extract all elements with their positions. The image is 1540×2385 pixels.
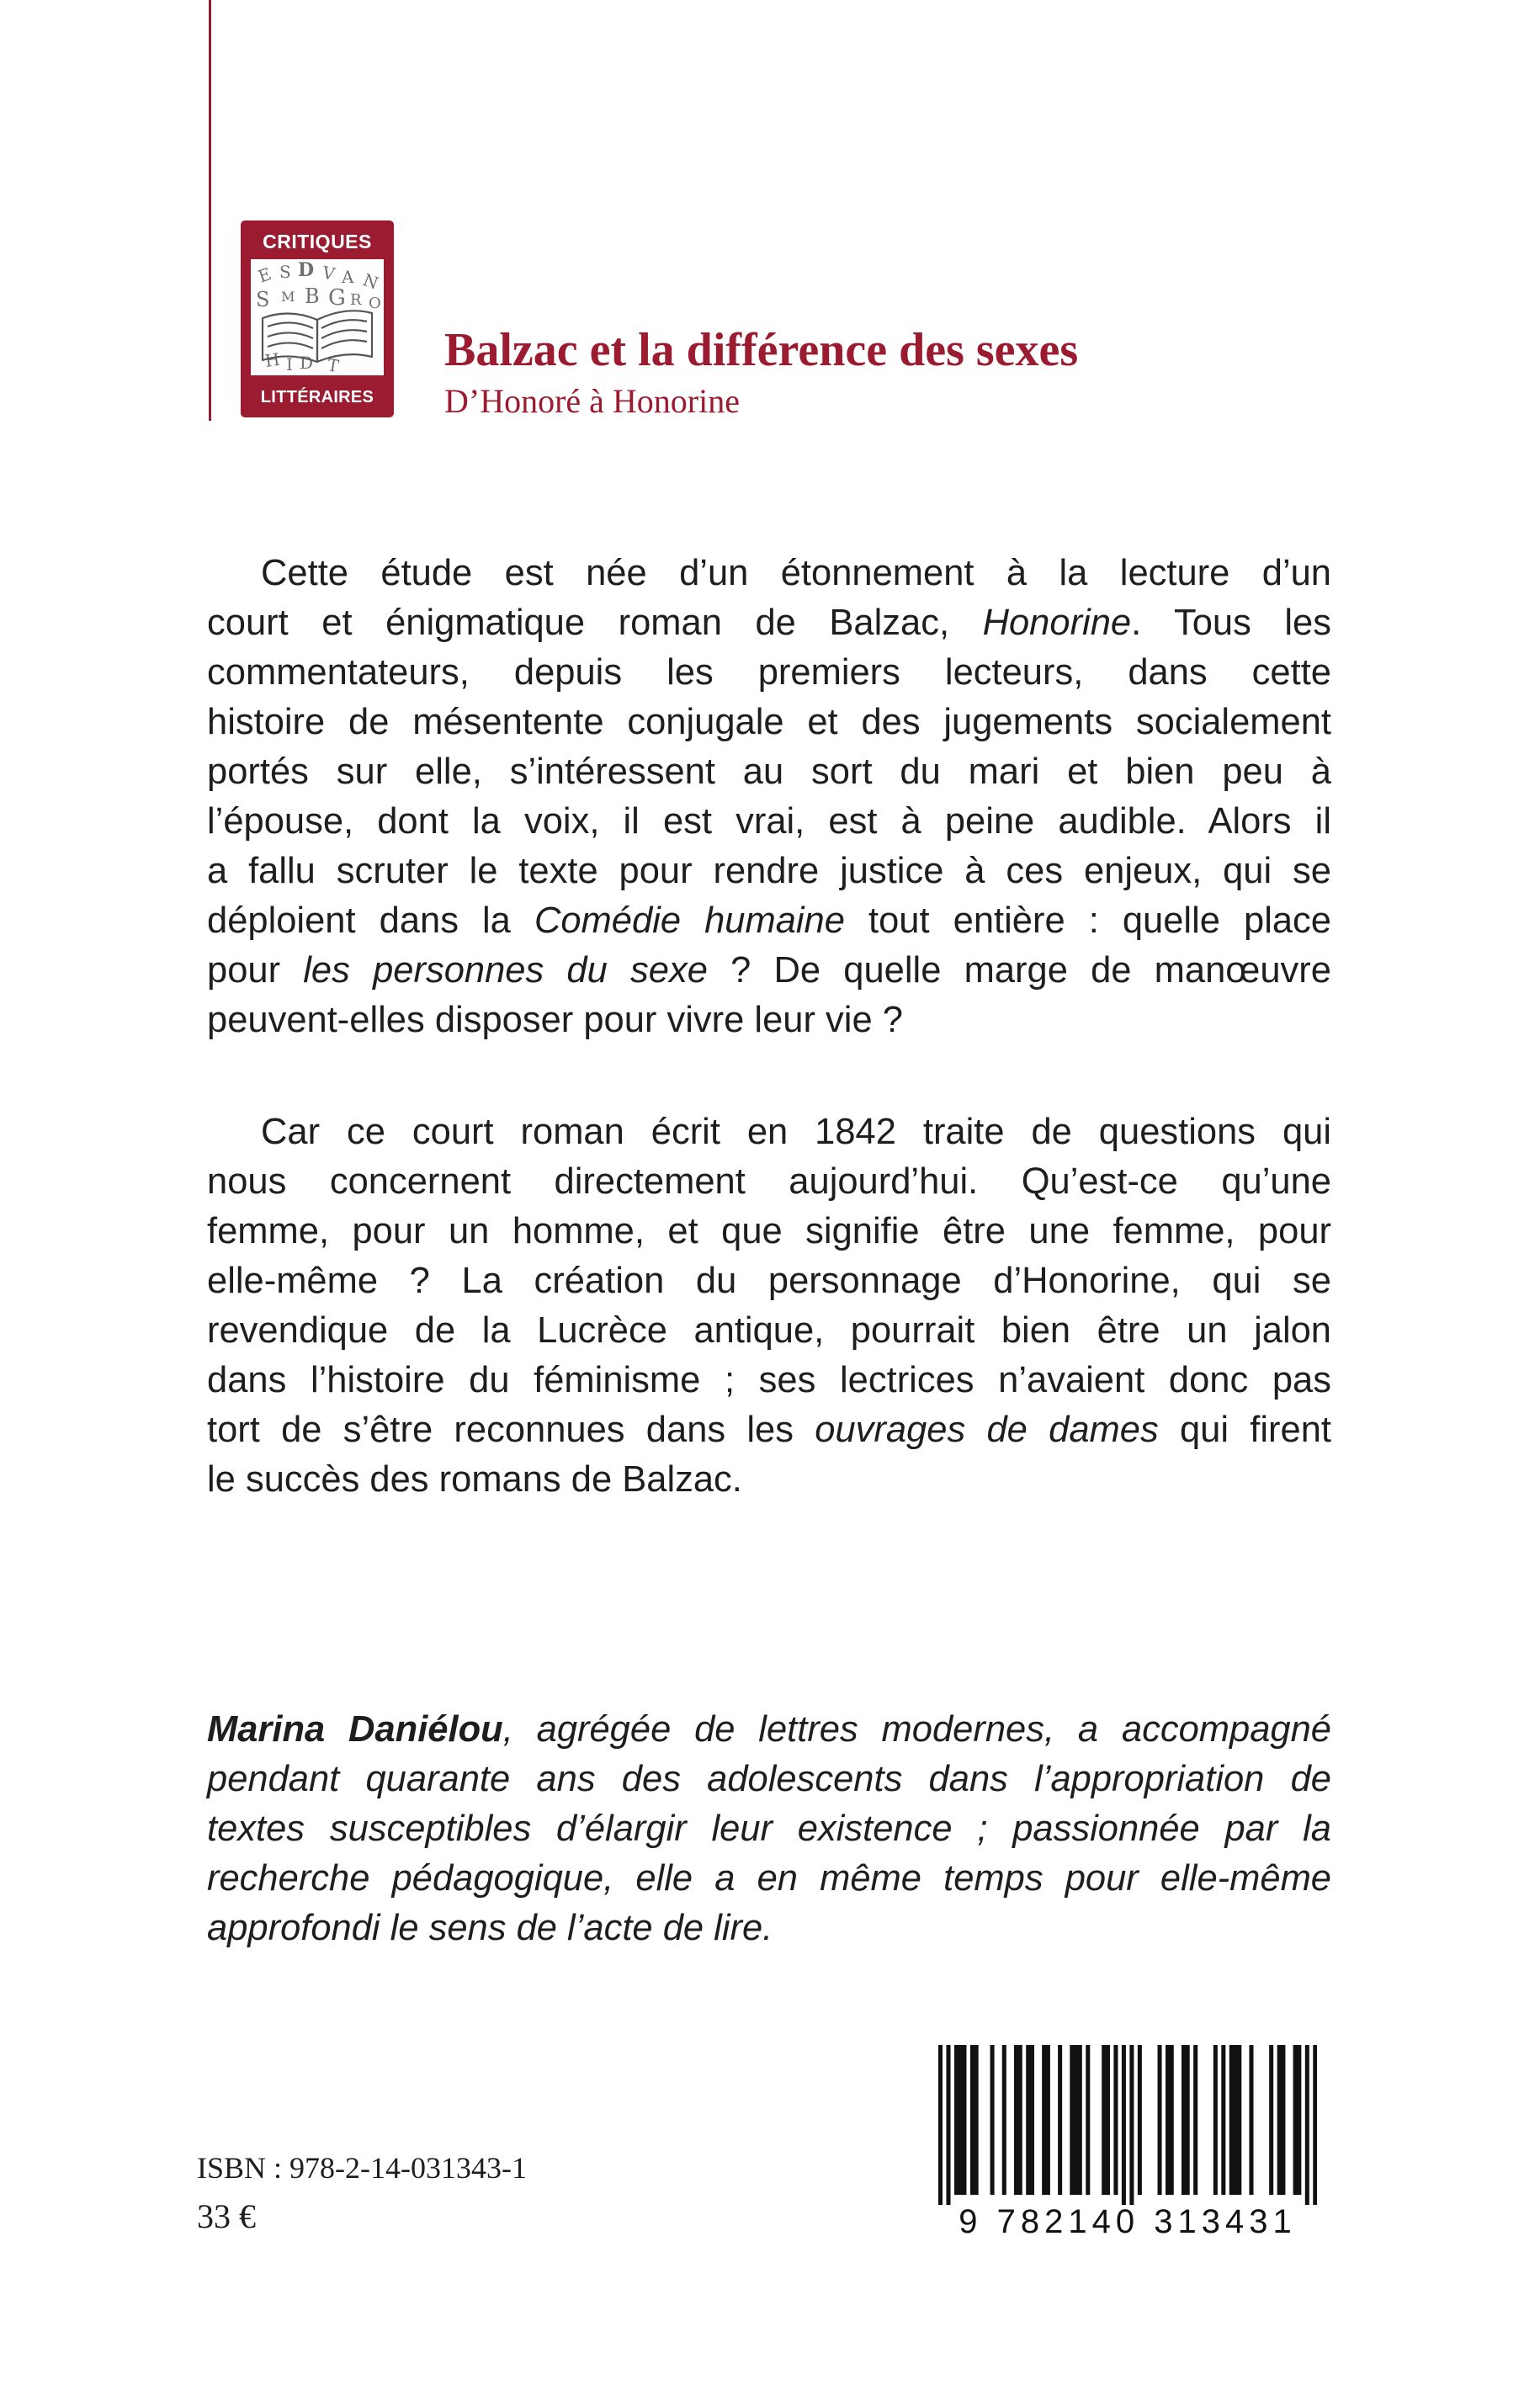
svg-text:S: S	[256, 288, 270, 311]
text-line: Marina Daniélou, agrégée de lettres modernes, a accompagné	[207, 1709, 1331, 1750]
barcode-bar	[1106, 2045, 1110, 2195]
barcode-bar	[1030, 2045, 1034, 2195]
barcode-bars	[938, 2045, 1317, 2205]
barcode-bar	[1070, 2045, 1074, 2195]
barcode-bar	[1313, 2045, 1317, 2205]
text-line: recherche pédagogique, elle a en même temps pour elle-même	[207, 1858, 1331, 1899]
barcode-bar	[1102, 2045, 1106, 2195]
barcode-bar	[1277, 2045, 1282, 2195]
barcode-bar	[1078, 2045, 1082, 2195]
svg-text:D: D	[300, 353, 314, 373]
svg-text:N: N	[360, 269, 381, 294]
barcode-bar	[1058, 2045, 1062, 2195]
text-line: elle-même ? La création du personnage d’Honorine, qui se	[207, 1261, 1331, 1301]
author-name: Marina Daniélou	[207, 1709, 503, 1750]
barcode-bar	[974, 2045, 979, 2195]
barcode-bar	[1221, 2045, 1225, 2195]
barcode-bar	[1002, 2045, 1006, 2195]
title-block	[444, 323, 1078, 422]
barcode-bar	[1122, 2045, 1126, 2205]
text-line: dans l’histoire du féminisme ; ses lectrices n’avaient donc pas	[207, 1360, 1331, 1400]
barcode-number: 9 782140 313431	[959, 2203, 1297, 2240]
barcode-bar	[1046, 2045, 1050, 2195]
barcode-bar	[1129, 2045, 1134, 2205]
svg-text:V: V	[320, 262, 337, 284]
barcode-bar	[1014, 2045, 1018, 2195]
text-line: l’épouse, dont la voix, il est vrai, est à peine audible. Alors il	[207, 801, 1331, 842]
text-line: Car ce court roman écrit en 1842 traite de questions qui	[261, 1112, 1331, 1152]
barcode-bar	[1158, 2045, 1162, 2195]
svg-text:D: D	[298, 259, 315, 281]
barcode-bar	[1086, 2045, 1090, 2195]
text-line: nous concernent directement aujourd’hui. Qu’est-ce qu’une	[207, 1161, 1331, 1202]
barcode-bar	[1234, 2045, 1238, 2195]
barcode-bar	[1213, 2045, 1218, 2195]
barcode-bar	[959, 2045, 963, 2195]
author-bio	[207, 1705, 1331, 1953]
svg-text:O: O	[369, 295, 381, 312]
barcode-bar	[970, 2045, 974, 2195]
barcode-bar	[1293, 2045, 1298, 2195]
text-line: déploient dans la Comédie humaine tout entière : quelle place	[207, 900, 1331, 941]
text-line: pendant quarante ans des adolescents dans l’appropriation de	[207, 1759, 1331, 1799]
barcode-bar	[938, 2045, 943, 2205]
text-line: textes susceptibles d’élargir leur existence ; passionnée par la	[207, 1809, 1331, 1849]
svg-text:I: I	[286, 354, 293, 374]
text-line: peuvent-elles disposer pour vivre leur vie ?	[207, 1000, 903, 1040]
svg-text:E: E	[255, 263, 274, 287]
barcode-bar	[1074, 2045, 1078, 2195]
book-subtitle: D’Honoré à Honorine	[444, 382, 740, 420]
barcode-bar	[962, 2045, 966, 2195]
barcode-bar	[1138, 2045, 1142, 2195]
text-line: approfondi le sens de l’acte de lire.	[207, 1908, 773, 1948]
summary-paragraph-1	[207, 549, 1331, 1045]
barcode-bar	[1269, 2045, 1273, 2195]
open-book-icon	[251, 259, 384, 375]
collection-logo	[241, 220, 394, 417]
barcode-bar	[1249, 2045, 1253, 2195]
text-line: Cette étude est née d’un étonnement à la lecture d’un	[261, 553, 1331, 593]
text-line: commentateurs, depuis les premiers lecteurs, dans cette	[207, 652, 1331, 693]
barcode-bar	[1018, 2045, 1022, 2195]
svg-text:A: A	[342, 267, 354, 287]
logo-bottom-text: LITTÉRAIRES	[260, 388, 374, 406]
barcode-bar	[1297, 2045, 1301, 2195]
text-line: a fallu scruter le texte pour rendre justice à ces enjeux, qui se	[207, 851, 1331, 891]
svg-text:R: R	[350, 291, 362, 309]
text-line: le succès des romans de Balzac.	[207, 1459, 742, 1500]
barcode-bar	[954, 2045, 959, 2195]
barcode-bar	[1026, 2045, 1030, 2195]
book-title: Balzac et la différence des sexes	[444, 324, 1079, 376]
barcode-bar	[1113, 2045, 1118, 2195]
barcode-bar	[946, 2045, 950, 2205]
text-line: pour les personnes du sexe ? De quelle marge de manœuvre	[207, 950, 1331, 991]
red-vertical-rule	[209, 0, 211, 421]
barcode-bar	[1281, 2045, 1285, 2195]
isbn: ISBN : 978-2-14-031343-1	[197, 2151, 527, 2185]
svg-text:B: B	[305, 284, 320, 308]
price: 33 €	[197, 2197, 256, 2235]
svg-text:H: H	[263, 348, 281, 371]
logo-top-text: CRITIQUES	[263, 231, 372, 252]
barcode-bar	[1305, 2045, 1309, 2205]
barcode-bar	[1237, 2045, 1241, 2195]
svg-text:T: T	[326, 354, 341, 375]
barcode-bar	[1166, 2045, 1170, 2195]
text-line: revendique de la Lucrèce antique, pourrait bien être un jalon	[207, 1310, 1331, 1351]
text-line: histoire de mésentente conjugale et des jugements socialement	[207, 702, 1331, 742]
barcode-bar	[1229, 2045, 1234, 2195]
text-line: portés sur elle, s’intéressent au sort du mari et bien peu à	[207, 752, 1331, 792]
svg-text:S: S	[279, 262, 291, 282]
svg-text:G: G	[328, 285, 346, 311]
barcode-bar	[1186, 2045, 1190, 2195]
text-line: tort de s’être reconnues dans les ouvrages de dames qui firent	[207, 1410, 1331, 1450]
barcode-bar	[1042, 2045, 1046, 2195]
text-line: femme, pour un homme, et que signifie être une femme, pour	[207, 1211, 1331, 1251]
svg-text:M: M	[281, 289, 295, 305]
barcode-bar	[1193, 2045, 1197, 2195]
text-line: court et énigmatique roman de Balzac, Honorine. Tous les	[207, 603, 1331, 643]
barcode-bar	[1182, 2045, 1186, 2195]
barcode-bar	[990, 2045, 995, 2195]
barcode-bar	[1170, 2045, 1174, 2195]
summary-paragraph-2	[207, 1108, 1331, 1505]
